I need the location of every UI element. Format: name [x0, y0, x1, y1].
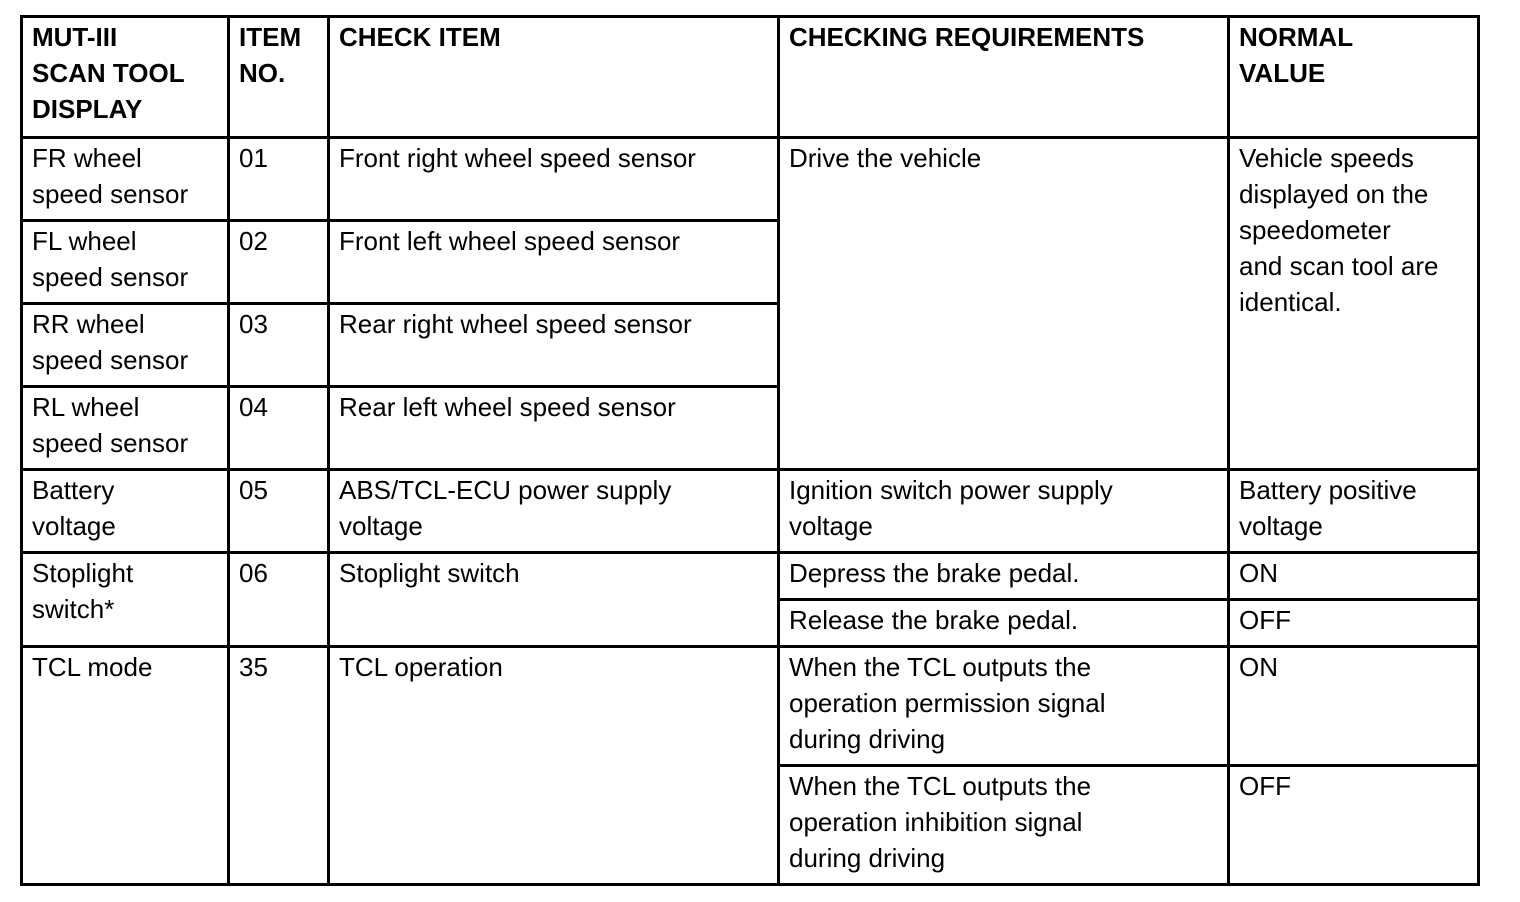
display-cell: TCL mode	[22, 647, 229, 885]
item-no-cell: 35	[229, 647, 329, 885]
checking-requirements-cell: Ignition switch power supply voltage	[779, 470, 1229, 553]
normal-value-cell: ON	[1229, 553, 1479, 600]
checking-requirements-cell: Release the brake pedal.	[779, 600, 1229, 647]
check-item-cell: ABS/TCL-ECU power supply voltage	[329, 470, 779, 553]
header-scan-tool-display: MUT-III SCAN TOOL DISPLAY	[22, 17, 229, 138]
item-no-cell: 06	[229, 553, 329, 647]
header-checking-requirements: CHECKING REQUIREMENTS	[779, 17, 1229, 138]
checking-requirements-cell: When the TCL outputs the operation permission signal during driving	[779, 647, 1229, 766]
normal-value-cell: OFF	[1229, 766, 1479, 885]
item-no-cell: 01	[229, 138, 329, 221]
normal-value-cell: ON	[1229, 647, 1479, 766]
diagnostic-data-table	[20, 15, 1480, 886]
display-cell: FR wheel speed sensor	[22, 138, 229, 221]
display-cell: Battery voltage	[22, 470, 229, 553]
table-row	[22, 138, 1479, 221]
display-cell: FL wheel speed sensor	[22, 221, 229, 304]
display-cell: Stoplight switch*	[22, 553, 229, 647]
check-item-cell: Front right wheel speed sensor	[329, 138, 779, 221]
item-no-cell: 04	[229, 387, 329, 470]
header-normal-value: NORMAL VALUE	[1229, 17, 1479, 138]
item-no-cell: 03	[229, 304, 329, 387]
display-cell: RL wheel speed sensor	[22, 387, 229, 470]
header-check-item: CHECK ITEM	[329, 17, 779, 138]
check-item-cell: Rear left wheel speed sensor	[329, 387, 779, 470]
check-item-cell: Front left wheel speed sensor	[329, 221, 779, 304]
normal-value-cell: Battery positive voltage	[1229, 470, 1479, 553]
header-item-no: ITEM NO.	[229, 17, 329, 138]
item-no-cell: 02	[229, 221, 329, 304]
item-no-cell: 05	[229, 470, 329, 553]
check-item-cell: Stoplight switch	[329, 553, 779, 647]
table-row	[22, 647, 1479, 766]
check-item-cell: TCL operation	[329, 647, 779, 885]
checking-requirements-cell: Drive the vehicle	[779, 138, 1229, 470]
table-row	[22, 553, 1479, 600]
check-item-cell: Rear right wheel speed sensor	[329, 304, 779, 387]
checking-requirements-cell: Depress the brake pedal.	[779, 553, 1229, 600]
display-cell: RR wheel speed sensor	[22, 304, 229, 387]
table-row	[22, 470, 1479, 553]
normal-value-cell: Vehicle speeds displayed on the speedometer and scan tool are identical.	[1229, 138, 1479, 470]
checking-requirements-cell: When the TCL outputs the operation inhibition signal during driving	[779, 766, 1229, 885]
table-header-row	[22, 17, 1479, 138]
normal-value-cell: OFF	[1229, 600, 1479, 647]
